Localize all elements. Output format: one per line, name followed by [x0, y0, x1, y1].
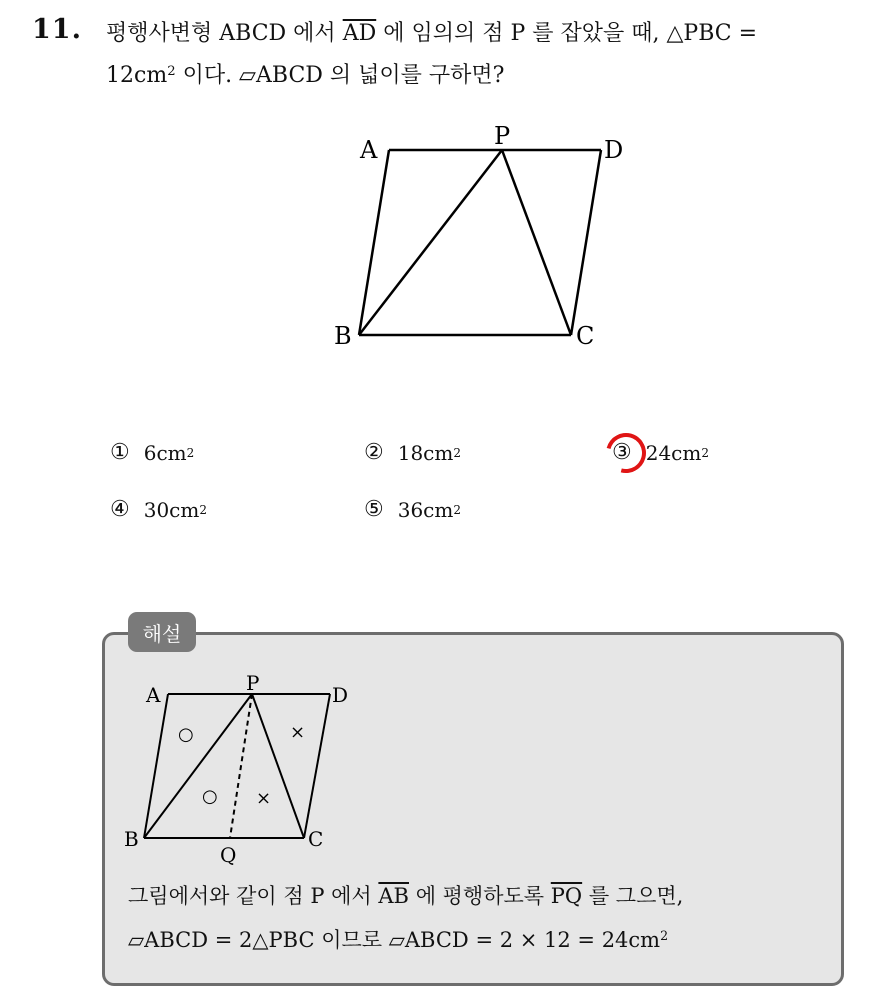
sol-label-q: Q: [220, 843, 237, 867]
choice-value: 6cm: [143, 440, 187, 465]
edge-pc: [502, 150, 571, 335]
sol-label-b: B: [124, 827, 139, 851]
edge-pb: [359, 150, 502, 335]
question-number: 11.: [32, 14, 82, 45]
edge-dc: [571, 150, 601, 335]
solution-text-line2: [128, 924, 668, 954]
choice-mark: ②: [364, 440, 384, 465]
superscript: 2: [167, 63, 176, 79]
question-text-line1: [106, 16, 757, 47]
solution-equation: ▱ABCD = 2△PBC 이므로 ▱ABCD = 2 × 12 = 24cm: [128, 928, 661, 952]
choice-1[interactable]: ① 6cm 2: [110, 440, 195, 465]
solution-text-part: 그림에서와 같이 점 P 에서: [128, 884, 372, 908]
solution-text-part: 에 평행하도록: [415, 884, 545, 908]
sol-edge-ba: [144, 694, 168, 838]
choice-value: 18cm: [397, 440, 454, 465]
segment-ad: $\overline{AD}$: [342, 21, 377, 46]
segment-pq: $\overline{PQ}$: [550, 884, 583, 908]
choice-4[interactable]: ④ 30cm 2: [110, 497, 207, 522]
label-c: C: [576, 322, 595, 350]
sol-edge-dc: [304, 694, 330, 838]
sol-label-a: A: [146, 683, 161, 707]
solution-text-part: 를 그으면,: [588, 884, 684, 908]
label-a: A: [360, 136, 378, 164]
question-area-value: 12cm: [106, 63, 168, 88]
choice-mark: ①: [110, 440, 130, 465]
equal-area-circle-mark: ○: [202, 786, 218, 807]
sol-edge-pc: [252, 694, 304, 838]
equal-area-circle-mark: ○: [178, 724, 194, 745]
choice-value: 30cm: [143, 497, 200, 522]
sol-label-d: D: [332, 683, 349, 707]
label-d: D: [604, 136, 624, 164]
sol-edge-pb: [144, 694, 252, 838]
choice-2[interactable]: ② 18cm 2: [364, 440, 461, 465]
choice-mark: ④: [110, 497, 130, 522]
edge-ba: [359, 150, 389, 335]
question-text-part: 평행사변형 ABCD 에서: [106, 21, 336, 46]
question-text-part: 이다. ▱ABCD 의 넓이를 구하면?: [175, 63, 505, 88]
parallelogram-figure: [320, 110, 640, 360]
sol-label-p: P: [246, 672, 260, 695]
choice-mark: ③: [612, 440, 632, 465]
choice-value: 24cm: [645, 440, 702, 465]
choice-3[interactable]: ③ 24cm 2: [612, 440, 709, 465]
label-p: P: [494, 122, 511, 150]
choice-mark: ⑤: [364, 497, 384, 522]
solution-tab: 해설: [128, 612, 196, 652]
superscript: 2: [660, 928, 669, 944]
question-text-line2: [106, 58, 504, 89]
solution-text-line1: [128, 880, 683, 910]
solution-figure: [118, 672, 368, 872]
equal-area-cross-mark: ×: [256, 788, 272, 809]
choice-5[interactable]: ⑤ 36cm 2: [364, 497, 461, 522]
segment-ab: $\overline{AB}$: [378, 884, 409, 908]
question-text-part: 에 임의의 점 P 를 잡았을 때, △PBC =: [383, 21, 758, 46]
equal-area-cross-mark: ×: [290, 722, 306, 743]
label-b: B: [334, 322, 352, 350]
choice-value: 36cm: [397, 497, 454, 522]
sol-dashed-pq: [230, 694, 252, 838]
sol-label-c: C: [308, 827, 324, 851]
